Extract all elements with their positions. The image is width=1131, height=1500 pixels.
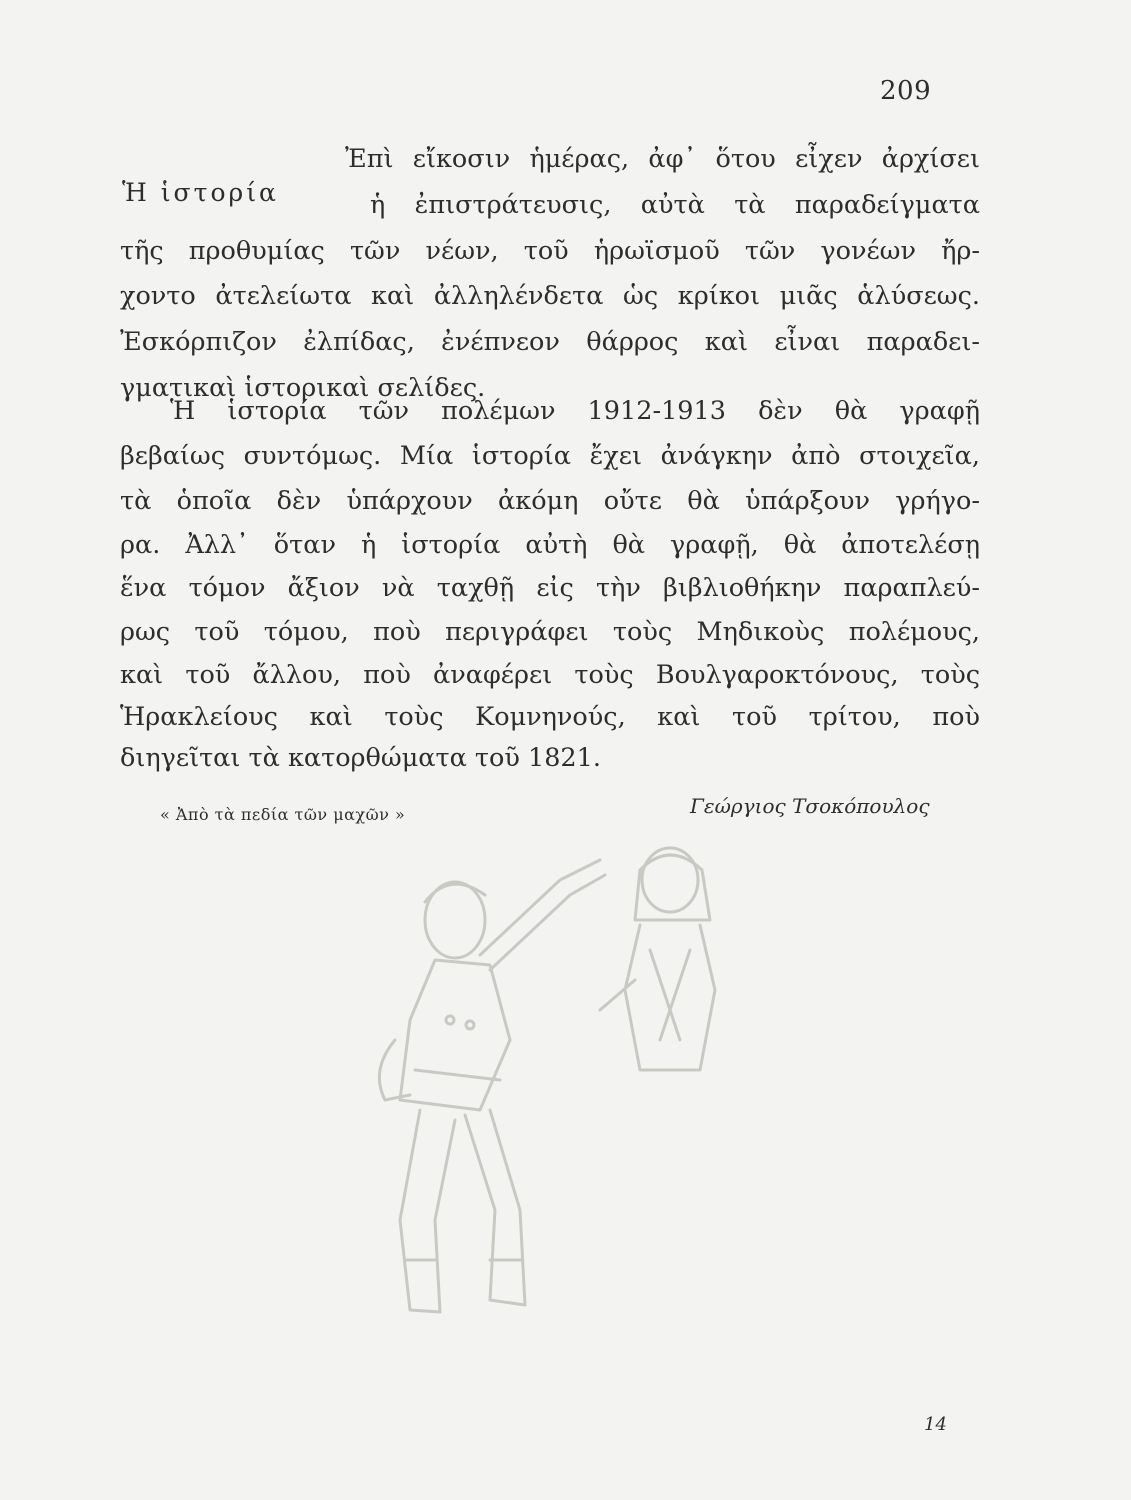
text-line: βεβαίως συντόμως. Μία ἱστορία ἔχει ἀνάγκην ἀπὸ στοιχεῖα, — [120, 441, 980, 471]
author-name: Γεώργιος Τσοκόπουλος — [690, 794, 930, 818]
text-line: ἕνα τόμον ἄξιον νὰ ταχθῇ εἰς τὴν βιβλιοθήκην παραπλεύ- — [120, 573, 980, 603]
text-line: Ἐπὶ εἴκοσιν ἡμέρας, ἀφ᾽ ὅτου εἶχεν ἀρχίσει — [345, 144, 980, 174]
page-number: 209 — [880, 76, 932, 106]
text-line: ρως τοῦ τόμου, ποὺ περιγράφει τοὺς Μηδικοὺς πολέμους, — [120, 617, 980, 647]
text-line: ἡ ἐπιστράτευσις, αὐτὰ τὰ παραδείγματα — [370, 190, 980, 220]
text-line: Ἡρακλείους καὶ τοὺς Κομνηνούς, καὶ τοῦ τρίτου, ποὺ — [120, 702, 980, 732]
side-heading: Ἡ ἱστορία — [122, 178, 279, 207]
text-line: Ἡ ἱστορία τῶν πολέμων 1912-1913 δὲν θὰ γραφῇ — [170, 396, 980, 426]
text-line: ρα. Ἀλλ᾽ ὅταν ἡ ἱστορία αὐτὴ θὰ γραφῇ, θὰ ἀποτελέσῃ — [120, 530, 980, 560]
text-line: χοντο ἀτελείωτα καὶ ἀλληλένδετα ὡς κρίκοι μιᾶς ἁλύσεως. — [120, 281, 980, 311]
text-line: διηγεῖται τὰ κατορθώματα τοῦ 1821. — [120, 743, 601, 773]
text-line: τὰ ὁποῖα δὲν ὑπάρχουν ἀκόμη οὔτε θὰ ὑπάρξουν γρήγο- — [120, 486, 980, 516]
source-citation: « Ἀπὸ τὰ πεδία τῶν μαχῶν » — [160, 805, 406, 824]
text-line: τῆς προθυμίας τῶν νέων, τοῦ ἡρωϊσμοῦ τῶν γονέων ἤρ- — [120, 236, 980, 266]
text-line: Ἐσκόρπιζον ἐλπίδας, ἐνέπνεον θάρρος καὶ εἶναι παραδει- — [120, 327, 980, 357]
folio-number: 14 — [924, 1414, 947, 1435]
text-line: καὶ τοῦ ἄλλου, ποὺ ἀναφέρει τοὺς Βουλγαροκτόνους, τοὺς — [120, 660, 980, 690]
text-line: γματικαὶ ἱστορικαὶ σελίδες. — [120, 373, 486, 403]
soldier-sketch-illustration — [340, 840, 720, 1340]
